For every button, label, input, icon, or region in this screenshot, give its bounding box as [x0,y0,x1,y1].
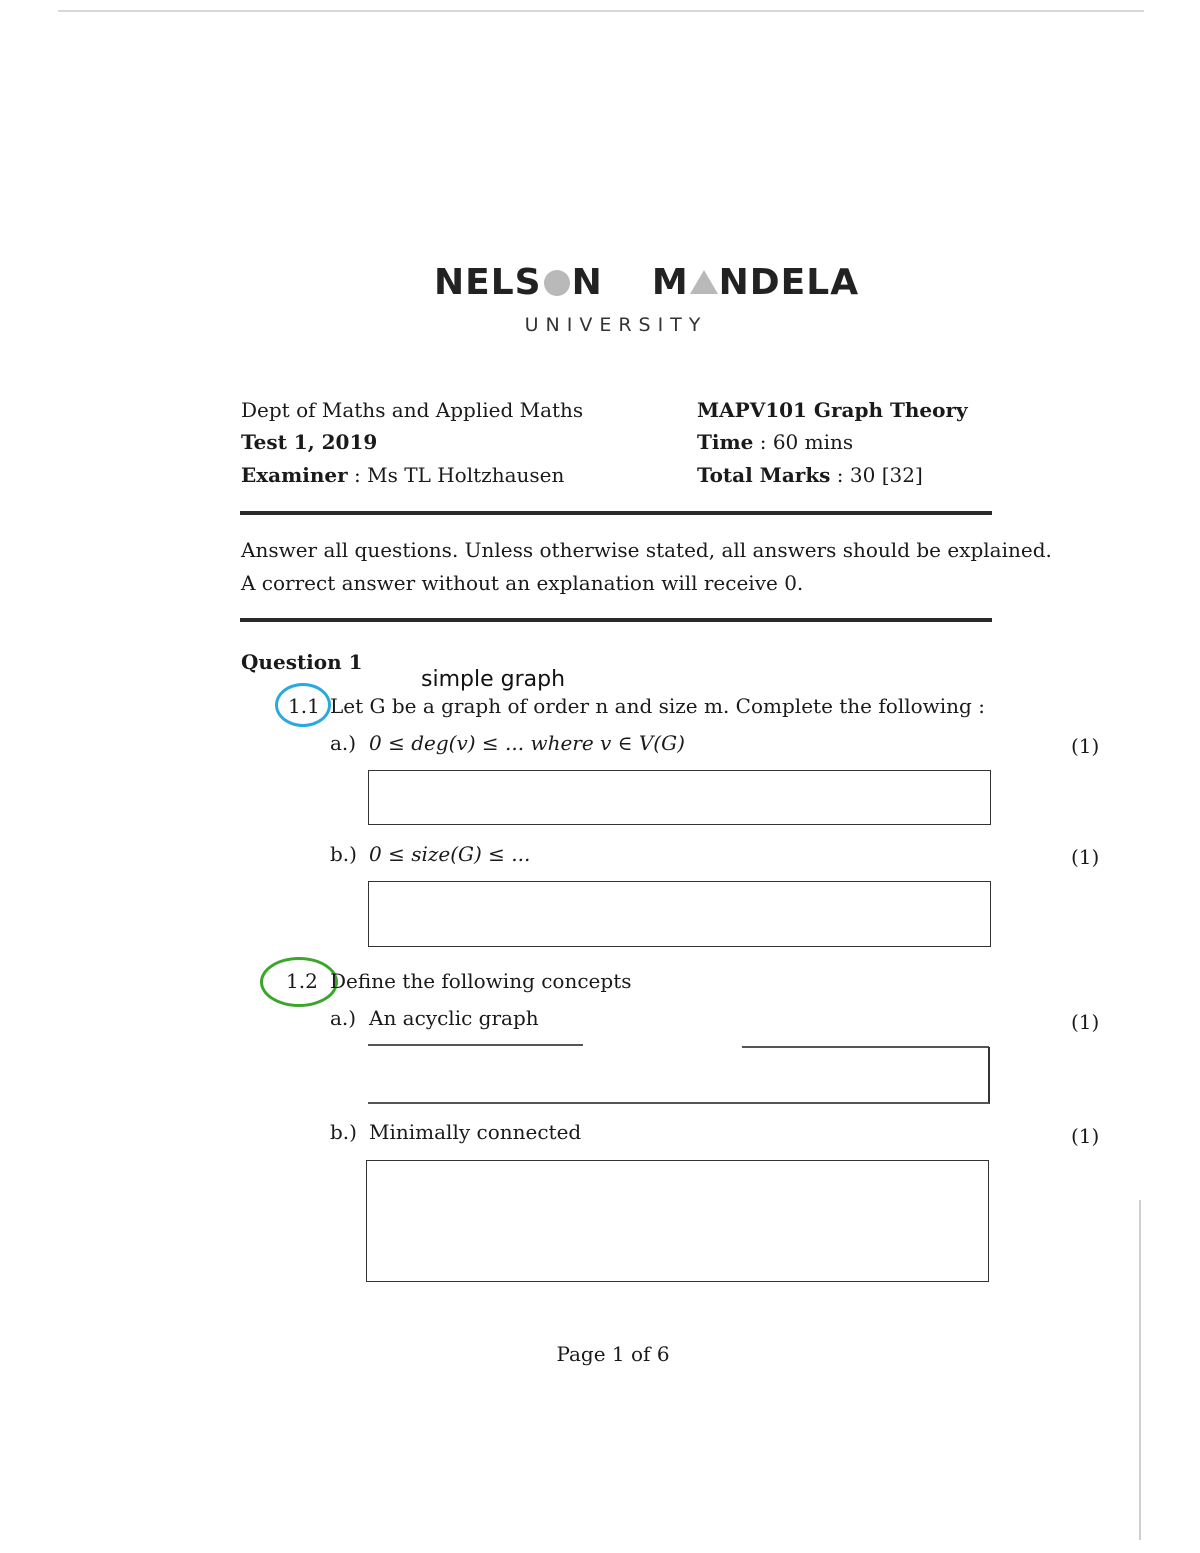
answer-box-1-2b[interactable] [366,1160,989,1282]
course-title: MAPV101 Graph Theory [697,398,968,422]
total-marks-label: Total Marks [697,463,831,487]
time-line [697,430,853,454]
question-1-1a-text: 0 ≤ deg(v) ≤ ... where v ∈ V(G) [369,731,685,755]
instructions-divider [240,618,992,622]
box-top-fragment-right [742,1046,989,1048]
instructions-line-2: A correct answer without an explanation will receive 0. [241,571,804,595]
question-1-2b-label: b.) [330,1120,357,1144]
university-logo [434,262,859,303]
examiner-separator: : [347,463,368,487]
time-value: 60 mins [772,430,854,454]
question-1-2a-label: a.) [330,1006,357,1030]
answer-box-1-1a[interactable] [368,770,991,825]
question-1-2b-marks: (1) [1071,1124,1100,1148]
box-top-fragment-left [368,1044,583,1046]
question-1-1-number: 1.1 [288,694,320,718]
total-marks-line [697,463,923,487]
test-title: Test 1, 2019 [241,430,378,454]
answer-line-1-2a[interactable] [368,1102,989,1104]
question-1-2-number: 1.2 [286,969,318,993]
scan-edge-right [1139,1200,1141,1540]
question-title: Question 1 [241,650,363,674]
question-1-1a-marks: (1) [1071,734,1100,758]
time-separator: : [753,430,773,454]
question-1-2-text: Define the following concepts [330,969,632,993]
logo-text-mandela-suffix: NDELA [718,262,860,303]
logo-text-nelson-suffix: N [571,262,603,303]
scan-edge-top [58,10,1144,12]
examiner-value: Ms TL Holtzhausen [367,463,565,487]
total-marks-separator: : [830,463,850,487]
handwritten-note: simple graph [421,667,566,692]
total-marks-value: 30 [32] [849,463,923,487]
time-label: Time [697,430,754,454]
question-1-1-text: Let G be a graph of order n and size m. Complete the following : [330,694,985,718]
logo-text-nelson-prefix: NELS [434,262,542,303]
logo-triangle-icon [690,270,718,294]
examiner-label: Examiner [241,463,348,487]
question-1-2a-marks: (1) [1071,1010,1100,1034]
question-1-1b-label: b.) [330,842,357,866]
instructions-line-1: Answer all questions. Unless otherwise stated, all answers should be explained. [241,538,1052,562]
question-1-1b-text: 0 ≤ size(G) ≤ ... [369,842,531,866]
department-name: Dept of Maths and Applied Maths [241,398,584,422]
answer-box-1-1b[interactable] [368,881,991,947]
logo-dot-icon [544,270,570,296]
logo-subtitle: UNIVERSITY [524,314,708,336]
question-1-2b-text: Minimally connected [369,1120,582,1144]
logo-text-mandela-prefix: M [651,262,689,303]
box-right-edge [988,1047,990,1104]
header-divider [240,511,992,515]
examiner-line [241,463,564,487]
question-1-1b-marks: (1) [1071,845,1100,869]
page-number: Page 1 of 6 [556,1342,670,1366]
question-1-1a-label: a.) [330,731,357,755]
question-1-2a-text: An acyclic graph [369,1006,539,1030]
